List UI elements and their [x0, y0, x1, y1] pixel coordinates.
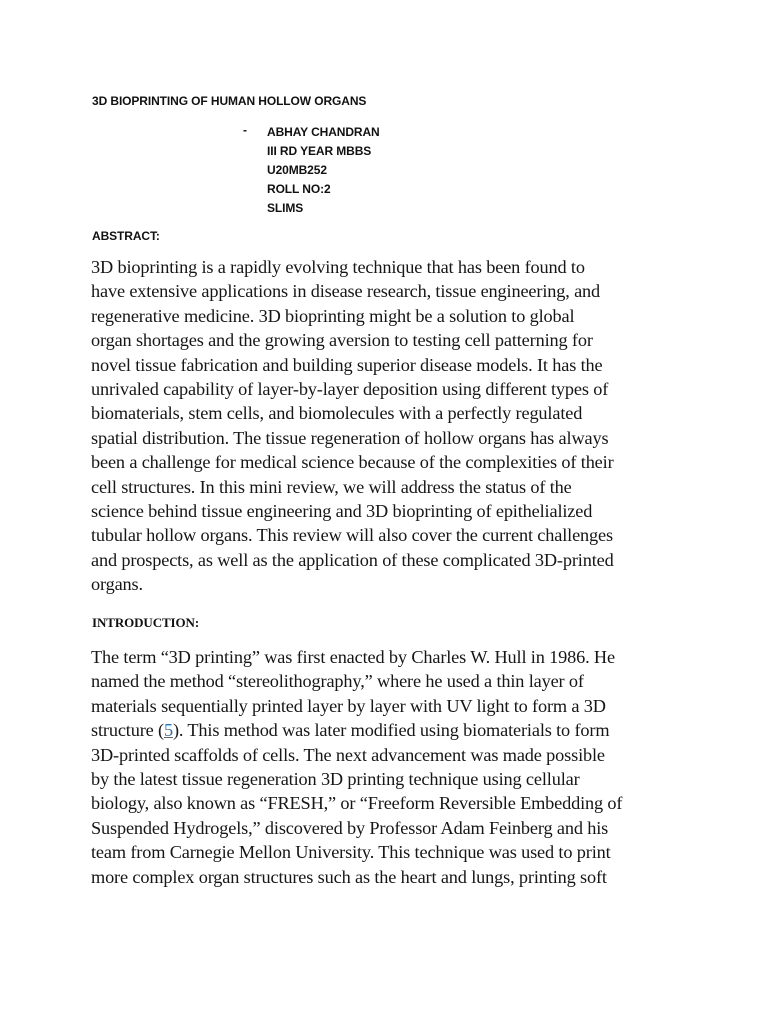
introduction-heading: INTRODUCTION:	[92, 615, 200, 630]
abstract-line: unrivaled capability of layer-by-layer deposition using different types of	[91, 379, 609, 400]
abstract-line: tubular hollow organs. This review will also cover the current challenges	[91, 525, 613, 546]
introduction-line: The term “3D printing” was first enacted by Charles W. Hull in 1986. He	[91, 647, 615, 667]
author-block	[267, 123, 380, 218]
document-title: 3D BIOPRINTING OF HUMAN HOLLOW ORGANS	[92, 94, 367, 108]
introduction-line: team from Carnegie Mellon University. This technique was used to print	[91, 842, 611, 863]
reference-link[interactable]: 5	[163, 720, 173, 741]
introduction-line: materials sequentially printed layer by layer with UV light to form a 3D	[91, 695, 606, 716]
introduction-ref-before: structure (	[91, 720, 164, 741]
author-year: III RD YEAR MBBS	[267, 144, 372, 158]
introduction-line: by the latest tissue regeneration 3D printing technique using cellular	[91, 769, 580, 790]
abstract-body	[91, 255, 691, 597]
abstract-line: regenerative medicine. 3D bioprinting might be a solution to global	[91, 305, 575, 326]
abstract-line: 3D bioprinting is a rapidly evolving technique that has been found to	[91, 257, 585, 277]
author-roll: ROLL NO:2	[267, 182, 331, 196]
author-institution: SLIMS	[267, 201, 304, 215]
author-name: ABHAY CHANDRAN	[267, 125, 380, 139]
introduction-ref-after: ). This method was later modified using biomaterials to form	[172, 720, 610, 741]
introduction-body	[91, 645, 691, 889]
abstract-line: been a challenge for medical science because of the complexities of their	[91, 452, 614, 473]
introduction-line: named the method “stereolithography,” where he used a thin layer of	[91, 671, 584, 692]
author-id: U20MB252	[267, 163, 327, 177]
abstract-heading: ABSTRACT:	[92, 229, 160, 243]
abstract-line: have extensive applications in disease research, tissue engineering, and	[91, 281, 601, 302]
abstract-line: spatial distribution. The tissue regeneration of hollow organs has always	[91, 427, 609, 448]
introduction-line: 3D-printed scaffolds of cells. The next advancement was made possible	[91, 744, 605, 765]
abstract-line: biomaterials, stem cells, and biomolecules with a perfectly regulated	[91, 403, 583, 424]
introduction-line: Suspended Hydrogels,” discovered by Professor Adam Feinberg and his	[91, 817, 609, 838]
abstract-line: organs.	[91, 574, 143, 595]
abstract-line: cell structures. In this mini review, we will address the status of the	[91, 476, 572, 497]
abstract-line: and prospects, as well as the application of these complicated 3D-printed	[91, 549, 614, 570]
introduction-line: more complex organ structures such as the heart and lungs, printing soft	[91, 866, 607, 887]
introduction-ref-line	[91, 718, 691, 742]
abstract-line: novel tissue fabrication and building superior disease models. It has the	[91, 354, 603, 375]
abstract-line: science behind tissue engineering and 3D bioprinting of epithelialized	[91, 501, 593, 522]
author-dash: -	[243, 123, 247, 137]
abstract-line: organ shortages and the growing aversion to testing cell patterning for	[91, 330, 593, 351]
introduction-line: biology, also known as “FRESH,” or “Freeform Reversible Embedding of	[91, 793, 623, 814]
